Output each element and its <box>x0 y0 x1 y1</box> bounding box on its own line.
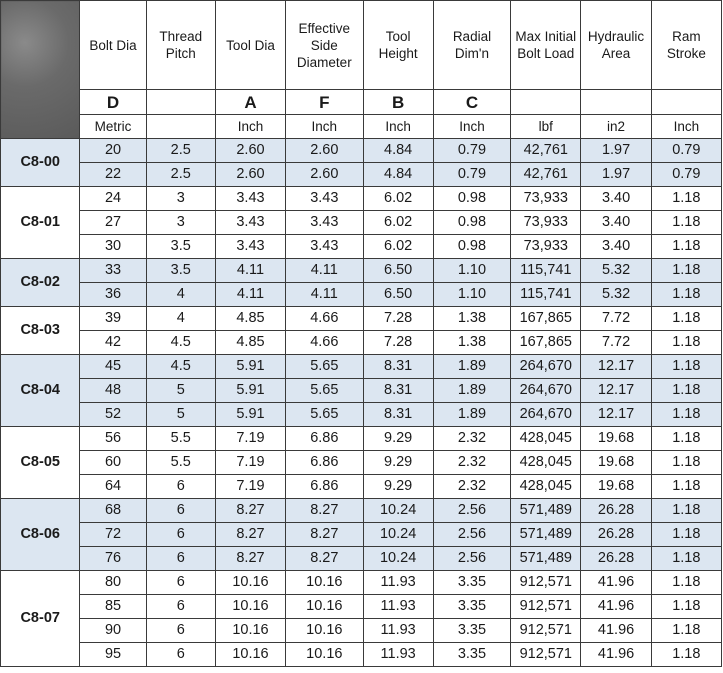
cell-max-initial-bolt-load: 571,489 <box>511 523 581 547</box>
cell-bolt-dia: 30 <box>80 235 146 259</box>
table-row <box>1 259 722 283</box>
cell-tool-dia: 8.27 <box>215 499 285 523</box>
cell-tool-dia: 2.60 <box>215 139 285 163</box>
cell-tool-dia: 7.19 <box>215 475 285 499</box>
cell-bolt-dia: 22 <box>80 163 146 187</box>
model-label: C8-00 <box>1 139 80 187</box>
cell-tool-dia: 3.43 <box>215 211 285 235</box>
cell-bolt-dia: 36 <box>80 283 146 307</box>
cell-thread-pitch: 5 <box>146 403 215 427</box>
cell-tool-dia: 5.91 <box>215 379 285 403</box>
table-row <box>1 619 722 643</box>
cell-tool-height: 6.02 <box>363 187 433 211</box>
cell-bolt-dia: 20 <box>80 139 146 163</box>
cell-thread-pitch: 5.5 <box>146 451 215 475</box>
cell-radial-dim: 2.56 <box>433 547 510 571</box>
header-tool-dia: Tool Dia <box>215 1 285 90</box>
cell-tool-height: 8.31 <box>363 355 433 379</box>
cell-radial-dim: 0.98 <box>433 235 510 259</box>
header-bolt-dia: Bolt Dia <box>80 1 146 90</box>
cell-thread-pitch: 3 <box>146 211 215 235</box>
cell-radial-dim: 0.98 <box>433 211 510 235</box>
table-row <box>1 235 722 259</box>
table-row <box>1 523 722 547</box>
unit-radial-dim: Inch <box>433 115 510 139</box>
cell-tool-height: 11.93 <box>363 571 433 595</box>
cell-max-initial-bolt-load: 73,933 <box>511 211 581 235</box>
letter-max-initial-bolt-load <box>511 90 581 115</box>
table-body <box>1 1 722 667</box>
cell-tool-dia: 7.19 <box>215 427 285 451</box>
cell-effective-side-diameter: 6.86 <box>286 427 363 451</box>
cell-hydraulic-area: 5.32 <box>581 283 651 307</box>
cell-max-initial-bolt-load: 42,761 <box>511 139 581 163</box>
letter-hydraulic-area <box>581 90 651 115</box>
cell-thread-pitch: 5.5 <box>146 427 215 451</box>
table-row <box>1 187 722 211</box>
cell-tool-height: 9.29 <box>363 475 433 499</box>
cell-hydraulic-area: 12.17 <box>581 403 651 427</box>
header-effective-side-diameter: Effective Side Diameter <box>286 1 363 90</box>
table-row <box>1 379 722 403</box>
cell-ram-stroke: 1.18 <box>651 403 721 427</box>
cell-thread-pitch: 6 <box>146 595 215 619</box>
table-row <box>1 331 722 355</box>
cell-max-initial-bolt-load: 264,670 <box>511 355 581 379</box>
cell-ram-stroke: 1.18 <box>651 523 721 547</box>
cell-thread-pitch: 6 <box>146 523 215 547</box>
cell-effective-side-diameter: 4.11 <box>286 259 363 283</box>
cell-thread-pitch: 6 <box>146 547 215 571</box>
cell-tool-height: 9.29 <box>363 427 433 451</box>
cell-ram-stroke: 1.18 <box>651 307 721 331</box>
table-row <box>1 355 722 379</box>
cell-radial-dim: 1.10 <box>433 259 510 283</box>
cell-bolt-dia: 24 <box>80 187 146 211</box>
cell-ram-stroke: 1.18 <box>651 595 721 619</box>
cell-radial-dim: 1.89 <box>433 403 510 427</box>
cell-hydraulic-area: 7.72 <box>581 307 651 331</box>
cell-ram-stroke: 1.18 <box>651 379 721 403</box>
model-label: C8-03 <box>1 307 80 355</box>
cell-tool-dia: 10.16 <box>215 643 285 667</box>
cell-tool-height: 8.31 <box>363 379 433 403</box>
table-row <box>1 571 722 595</box>
model-label: C8-07 <box>1 571 80 667</box>
letter-bolt-dia: D <box>80 90 146 115</box>
cell-bolt-dia: 48 <box>80 379 146 403</box>
cell-max-initial-bolt-load: 167,865 <box>511 331 581 355</box>
cell-hydraulic-area: 12.17 <box>581 355 651 379</box>
cell-bolt-dia: 27 <box>80 211 146 235</box>
cell-max-initial-bolt-load: 115,741 <box>511 259 581 283</box>
model-label: C8-05 <box>1 427 80 499</box>
header-radial-dim: Radial Dim'n <box>433 1 510 90</box>
cell-effective-side-diameter: 4.11 <box>286 283 363 307</box>
letter-tool-height: B <box>363 90 433 115</box>
cell-hydraulic-area: 19.68 <box>581 451 651 475</box>
cell-ram-stroke: 1.18 <box>651 331 721 355</box>
cell-hydraulic-area: 41.96 <box>581 619 651 643</box>
cell-max-initial-bolt-load: 428,045 <box>511 451 581 475</box>
cell-effective-side-diameter: 10.16 <box>286 595 363 619</box>
cell-effective-side-diameter: 5.65 <box>286 403 363 427</box>
cell-hydraulic-area: 3.40 <box>581 211 651 235</box>
letter-ram-stroke <box>651 90 721 115</box>
unit-thread-pitch <box>146 115 215 139</box>
cell-radial-dim: 1.89 <box>433 355 510 379</box>
cell-tool-dia: 5.91 <box>215 403 285 427</box>
cell-hydraulic-area: 1.97 <box>581 163 651 187</box>
cell-ram-stroke: 0.79 <box>651 163 721 187</box>
unit-tool-height: Inch <box>363 115 433 139</box>
cell-max-initial-bolt-load: 115,741 <box>511 283 581 307</box>
cell-tool-dia: 5.91 <box>215 355 285 379</box>
letter-thread-pitch <box>146 90 215 115</box>
table-row <box>1 499 722 523</box>
cell-ram-stroke: 1.18 <box>651 211 721 235</box>
header-hydraulic-area: Hydraulic Area <box>581 1 651 90</box>
cell-bolt-dia: 80 <box>80 571 146 595</box>
cell-radial-dim: 1.38 <box>433 331 510 355</box>
cell-effective-side-diameter: 2.60 <box>286 163 363 187</box>
cell-effective-side-diameter: 10.16 <box>286 643 363 667</box>
cell-bolt-dia: 39 <box>80 307 146 331</box>
cell-tool-dia: 8.27 <box>215 523 285 547</box>
header-tool-height: Tool Height <box>363 1 433 90</box>
cell-effective-side-diameter: 3.43 <box>286 211 363 235</box>
cell-tool-height: 9.29 <box>363 451 433 475</box>
cell-bolt-dia: 56 <box>80 427 146 451</box>
cell-effective-side-diameter: 8.27 <box>286 547 363 571</box>
header-max-initial-bolt-load: Max Initial Bolt Load <box>511 1 581 90</box>
cell-tool-dia: 2.60 <box>215 163 285 187</box>
cell-max-initial-bolt-load: 73,933 <box>511 187 581 211</box>
cell-max-initial-bolt-load: 264,670 <box>511 379 581 403</box>
cell-radial-dim: 3.35 <box>433 571 510 595</box>
cell-tool-dia: 4.85 <box>215 307 285 331</box>
cell-thread-pitch: 2.5 <box>146 139 215 163</box>
cell-thread-pitch: 6 <box>146 475 215 499</box>
cell-tool-dia: 7.19 <box>215 451 285 475</box>
cell-max-initial-bolt-load: 912,571 <box>511 643 581 667</box>
cell-effective-side-diameter: 6.86 <box>286 475 363 499</box>
cell-thread-pitch: 3.5 <box>146 259 215 283</box>
cell-tool-height: 11.93 <box>363 643 433 667</box>
cell-bolt-dia: 52 <box>80 403 146 427</box>
cell-effective-side-diameter: 2.60 <box>286 139 363 163</box>
unit-ram-stroke: Inch <box>651 115 721 139</box>
cell-tool-dia: 3.43 <box>215 187 285 211</box>
cell-effective-side-diameter: 8.27 <box>286 523 363 547</box>
cell-ram-stroke: 1.18 <box>651 427 721 451</box>
cell-tool-dia: 4.11 <box>215 259 285 283</box>
table-row <box>1 427 722 451</box>
table-row <box>1 475 722 499</box>
cell-tool-dia: 10.16 <box>215 619 285 643</box>
cell-effective-side-diameter: 10.16 <box>286 571 363 595</box>
cell-tool-height: 4.84 <box>363 163 433 187</box>
unit-tool-dia: Inch <box>215 115 285 139</box>
cell-bolt-dia: 64 <box>80 475 146 499</box>
cell-effective-side-diameter: 4.66 <box>286 331 363 355</box>
cell-bolt-dia: 90 <box>80 619 146 643</box>
cell-tool-height: 4.84 <box>363 139 433 163</box>
cell-tool-height: 6.50 <box>363 283 433 307</box>
cell-ram-stroke: 1.18 <box>651 643 721 667</box>
cell-thread-pitch: 3 <box>146 187 215 211</box>
model-label: C8-06 <box>1 499 80 571</box>
cell-effective-side-diameter: 5.65 <box>286 379 363 403</box>
cell-tool-height: 11.93 <box>363 595 433 619</box>
cell-effective-side-diameter: 10.16 <box>286 619 363 643</box>
letter-tool-dia: A <box>215 90 285 115</box>
cell-hydraulic-area: 12.17 <box>581 379 651 403</box>
table-row <box>1 643 722 667</box>
table-row <box>1 283 722 307</box>
cell-radial-dim: 3.35 <box>433 595 510 619</box>
cell-hydraulic-area: 41.96 <box>581 643 651 667</box>
cell-tool-dia: 3.43 <box>215 235 285 259</box>
cell-bolt-dia: 76 <box>80 547 146 571</box>
cell-bolt-dia: 42 <box>80 331 146 355</box>
model-label: C8-02 <box>1 259 80 307</box>
cell-ram-stroke: 1.18 <box>651 547 721 571</box>
cell-radial-dim: 3.35 <box>433 619 510 643</box>
unit-bolt-dia: Metric <box>80 115 146 139</box>
table-row <box>1 163 722 187</box>
cell-effective-side-diameter: 3.43 <box>286 187 363 211</box>
cell-thread-pitch: 6 <box>146 619 215 643</box>
cell-effective-side-diameter: 4.66 <box>286 307 363 331</box>
cell-max-initial-bolt-load: 73,933 <box>511 235 581 259</box>
cell-hydraulic-area: 5.32 <box>581 259 651 283</box>
unit-effective-side-diameter: Inch <box>286 115 363 139</box>
cell-bolt-dia: 33 <box>80 259 146 283</box>
cell-effective-side-diameter: 3.43 <box>286 235 363 259</box>
cell-ram-stroke: 1.18 <box>651 187 721 211</box>
cell-max-initial-bolt-load: 912,571 <box>511 571 581 595</box>
cell-ram-stroke: 0.79 <box>651 139 721 163</box>
unit-hydraulic-area: in2 <box>581 115 651 139</box>
cell-thread-pitch: 6 <box>146 571 215 595</box>
cell-bolt-dia: 95 <box>80 643 146 667</box>
cell-radial-dim: 0.98 <box>433 187 510 211</box>
header-row <box>1 1 722 90</box>
cell-hydraulic-area: 26.28 <box>581 547 651 571</box>
cell-radial-dim: 2.56 <box>433 523 510 547</box>
cell-hydraulic-area: 3.40 <box>581 187 651 211</box>
cell-ram-stroke: 1.18 <box>651 475 721 499</box>
cell-effective-side-diameter: 8.27 <box>286 499 363 523</box>
cell-tool-height: 10.24 <box>363 523 433 547</box>
cell-tool-height: 11.93 <box>363 619 433 643</box>
table-row <box>1 139 722 163</box>
table-row <box>1 451 722 475</box>
cell-effective-side-diameter: 6.86 <box>286 451 363 475</box>
cell-max-initial-bolt-load: 264,670 <box>511 403 581 427</box>
cell-tool-dia: 8.27 <box>215 547 285 571</box>
model-label: C8-01 <box>1 187 80 259</box>
cell-tool-dia: 10.16 <box>215 571 285 595</box>
cell-radial-dim: 0.79 <box>433 139 510 163</box>
cell-max-initial-bolt-load: 428,045 <box>511 475 581 499</box>
cell-tool-height: 10.24 <box>363 547 433 571</box>
cell-hydraulic-area: 19.68 <box>581 475 651 499</box>
cell-ram-stroke: 1.18 <box>651 235 721 259</box>
table-row <box>1 547 722 571</box>
cell-radial-dim: 1.89 <box>433 379 510 403</box>
cell-max-initial-bolt-load: 571,489 <box>511 547 581 571</box>
cell-hydraulic-area: 41.96 <box>581 595 651 619</box>
cell-thread-pitch: 5 <box>146 379 215 403</box>
cell-radial-dim: 1.38 <box>433 307 510 331</box>
cell-tool-dia: 10.16 <box>215 595 285 619</box>
cell-max-initial-bolt-load: 571,489 <box>511 499 581 523</box>
cell-tool-height: 6.02 <box>363 211 433 235</box>
cell-max-initial-bolt-load: 42,761 <box>511 163 581 187</box>
cell-max-initial-bolt-load: 912,571 <box>511 595 581 619</box>
cell-thread-pitch: 2.5 <box>146 163 215 187</box>
cell-bolt-dia: 68 <box>80 499 146 523</box>
cell-radial-dim: 2.32 <box>433 475 510 499</box>
cell-tool-height: 6.02 <box>363 235 433 259</box>
cell-thread-pitch: 4 <box>146 307 215 331</box>
cell-max-initial-bolt-load: 167,865 <box>511 307 581 331</box>
cell-bolt-dia: 45 <box>80 355 146 379</box>
cell-ram-stroke: 1.18 <box>651 259 721 283</box>
cell-ram-stroke: 1.18 <box>651 619 721 643</box>
cell-thread-pitch: 6 <box>146 643 215 667</box>
cell-radial-dim: 2.32 <box>433 451 510 475</box>
cell-tool-dia: 4.85 <box>215 331 285 355</box>
cell-tool-height: 7.28 <box>363 307 433 331</box>
cell-bolt-dia: 60 <box>80 451 146 475</box>
cell-radial-dim: 2.56 <box>433 499 510 523</box>
cell-radial-dim: 0.79 <box>433 163 510 187</box>
cell-tool-height: 7.28 <box>363 331 433 355</box>
cell-radial-dim: 1.10 <box>433 283 510 307</box>
cell-ram-stroke: 1.18 <box>651 283 721 307</box>
table-row <box>1 595 722 619</box>
table-row <box>1 307 722 331</box>
cell-ram-stroke: 1.18 <box>651 355 721 379</box>
cell-radial-dim: 2.32 <box>433 427 510 451</box>
cell-max-initial-bolt-load: 428,045 <box>511 427 581 451</box>
unit-max-initial-bolt-load: lbf <box>511 115 581 139</box>
cell-hydraulic-area: 19.68 <box>581 427 651 451</box>
cell-hydraulic-area: 26.28 <box>581 523 651 547</box>
letter-radial-dim: C <box>433 90 510 115</box>
cell-thread-pitch: 6 <box>146 499 215 523</box>
cell-thread-pitch: 4 <box>146 283 215 307</box>
cell-thread-pitch: 4.5 <box>146 355 215 379</box>
corner-texture-image <box>1 1 80 139</box>
cell-radial-dim: 3.35 <box>433 643 510 667</box>
header-thread-pitch: Thread Pitch <box>146 1 215 90</box>
letter-row <box>1 90 722 115</box>
cell-hydraulic-area: 7.72 <box>581 331 651 355</box>
cell-ram-stroke: 1.18 <box>651 571 721 595</box>
units-row <box>1 115 722 139</box>
cell-max-initial-bolt-load: 912,571 <box>511 619 581 643</box>
letter-effective-side-diameter: F <box>286 90 363 115</box>
cell-tool-height: 10.24 <box>363 499 433 523</box>
cell-tool-height: 8.31 <box>363 403 433 427</box>
cell-ram-stroke: 1.18 <box>651 451 721 475</box>
cell-tool-dia: 4.11 <box>215 283 285 307</box>
header-ram-stroke: Ram Stroke <box>651 1 721 90</box>
table-row <box>1 211 722 235</box>
cell-thread-pitch: 4.5 <box>146 331 215 355</box>
cell-bolt-dia: 72 <box>80 523 146 547</box>
cell-effective-side-diameter: 5.65 <box>286 355 363 379</box>
cell-ram-stroke: 1.18 <box>651 499 721 523</box>
cell-bolt-dia: 85 <box>80 595 146 619</box>
cell-hydraulic-area: 26.28 <box>581 499 651 523</box>
cell-thread-pitch: 3.5 <box>146 235 215 259</box>
cell-hydraulic-area: 3.40 <box>581 235 651 259</box>
cell-tool-height: 6.50 <box>363 259 433 283</box>
model-label: C8-04 <box>1 355 80 427</box>
table-row <box>1 403 722 427</box>
cell-hydraulic-area: 1.97 <box>581 139 651 163</box>
cell-hydraulic-area: 41.96 <box>581 571 651 595</box>
